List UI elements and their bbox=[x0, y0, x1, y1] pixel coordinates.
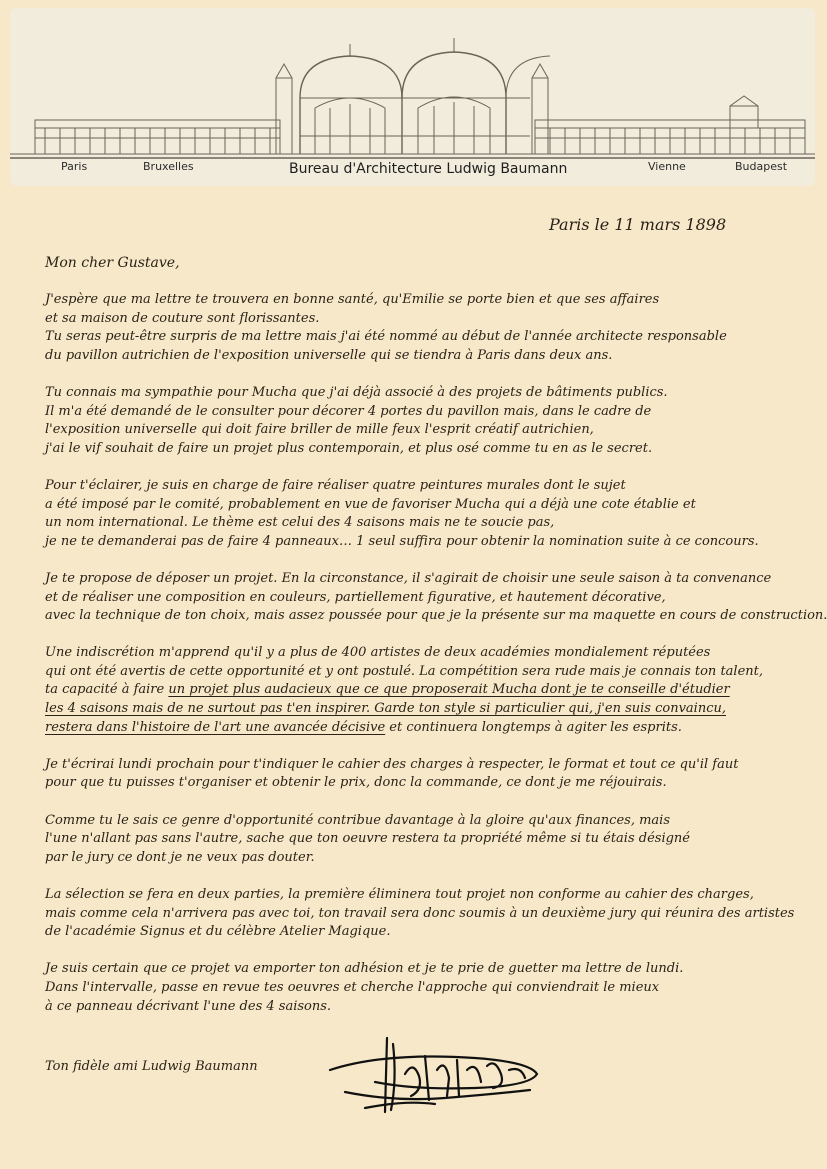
line-text: Je t'écrirai lundi prochain pour t'indiquer le cahier des charges à respecter, le format et tout ce qu'il faut bbox=[45, 756, 739, 772]
letter-line bbox=[45, 700, 825, 719]
letter-line bbox=[45, 607, 825, 626]
line-text: Tu connais ma sympathie pour Mucha que j'ai déjà associé à des projets de bâtiments publics. bbox=[45, 384, 668, 400]
line-text: l'exposition universelle qui doit faire briller de mille feux l'esprit créatif autrichien, bbox=[45, 422, 594, 438]
letter-line bbox=[45, 812, 825, 831]
letter-line bbox=[45, 774, 825, 793]
city-label-vienne: Vienne bbox=[648, 160, 686, 173]
letter-line bbox=[45, 905, 825, 924]
line-text: avec la technique de ton choix, mais assez poussée pour que je la présente sur ma maquette en cours de construction. bbox=[45, 608, 827, 624]
line-text: J'espère que ma lettre te trouvera en bonne santé, qu'Emilie se porte bien et que ses affaires bbox=[45, 292, 660, 307]
line-text: par le jury ce dont je ne veux pas douter. bbox=[45, 849, 315, 865]
letter-line bbox=[45, 886, 825, 905]
line-text: La sélection se fera en deux parties, la première éliminera tout projet non conforme au cahier des charges, bbox=[45, 887, 754, 902]
letter-date: Paris le 11 mars 1898 bbox=[549, 215, 727, 234]
line-text: Je suis certain que ce projet va emporter ton adhésion et je te prie de guetter ma lettre de lundi. bbox=[45, 961, 684, 977]
pavilion-sketch bbox=[10, 8, 815, 186]
line-text: j'ai le vif souhait de faire un projet plus contemporain, et plus osé comme tu en as le secret. bbox=[45, 440, 653, 456]
letter-paragraph bbox=[45, 291, 825, 365]
letter-line bbox=[45, 328, 825, 347]
line-text: un nom international. Le thème est celui des 4 saisons mais ne te soucie pas, bbox=[45, 515, 555, 531]
city-label-bruxelles: Bruxelles bbox=[143, 160, 194, 173]
letter-line bbox=[45, 291, 825, 310]
underlined-text: restera dans l'histoire de l'art une avancée décisive bbox=[45, 719, 386, 735]
line-text: mais comme cela n'arrivera pas avec toi, ton travail sera donc soumis à un deuxième jury qui réunira des artistes bbox=[45, 905, 795, 921]
line-text: et sa maison de couture sont florissantes. bbox=[45, 310, 320, 326]
underlined-text: un projet plus audacieux que ce que proposerait Mucha dont je te conseille d'étudier bbox=[168, 682, 730, 698]
line-text: Comme tu le sais ce genre d'opportunité contribue davantage à la gloire qu'aux finances, mais bbox=[45, 812, 670, 828]
city-label-paris: Paris bbox=[61, 160, 88, 173]
letter-line bbox=[45, 681, 825, 700]
line-text: pour que tu puisses t'organiser et obtenir le prix, donc la commande, ce dont je me réjouirais. bbox=[45, 775, 667, 791]
line-text: Il m'a été demandé de le consulter pour décorer 4 portes du pavillon mais, dans le cadre de bbox=[45, 403, 652, 419]
letter-line bbox=[45, 570, 825, 589]
letter-paragraph bbox=[45, 886, 825, 942]
letter-line bbox=[45, 421, 825, 440]
letterhead bbox=[10, 8, 815, 186]
line-text: a été imposé par le comité, probablement en vue de favoriser Mucha qui a déjà une cote établie et bbox=[45, 496, 696, 512]
letter-line bbox=[45, 979, 825, 998]
letter-line bbox=[45, 589, 825, 608]
line-text: de l'académie Signus et du célèbre Atelier Magique. bbox=[45, 924, 391, 940]
letter-line bbox=[45, 477, 825, 496]
letter-line bbox=[45, 440, 825, 459]
letter-body bbox=[45, 291, 825, 1035]
letter-line bbox=[45, 514, 825, 533]
letter-paragraph bbox=[45, 477, 825, 551]
letter-line bbox=[45, 756, 825, 775]
letter-salutation: Mon cher Gustave, bbox=[45, 255, 180, 271]
letter-paragraph bbox=[45, 644, 825, 737]
underlined-text: les 4 saisons mais de ne surtout pas t'en inspirer. Garde ton style si particulier qui, j'en suis convaincu, bbox=[45, 701, 726, 717]
line-text: Je te propose de déposer un projet. En la circonstance, il s'agirait de choisir une seule saison à ta convenance bbox=[45, 570, 772, 586]
line-text-after: et continuera longtemps à agiter les esprits. bbox=[385, 719, 682, 735]
letter-line bbox=[45, 960, 825, 979]
line-text: Une indiscrétion m'apprend qu'il y a plus de 400 artistes de deux académies mondialement réputées bbox=[45, 645, 711, 661]
line-text: Dans l'intervalle, passe en revue tes oeuvres et cherche l'approche qui conviendrait le mieux bbox=[45, 979, 660, 995]
letter-line bbox=[45, 849, 825, 868]
handwritten-signature bbox=[325, 1030, 555, 1124]
letter-line bbox=[45, 384, 825, 403]
letter-line bbox=[45, 310, 825, 329]
letter-closing: Ton fidèle ami Ludwig Baumann bbox=[45, 1059, 258, 1074]
letter-line bbox=[45, 644, 825, 663]
letter-paragraph bbox=[45, 960, 825, 1016]
letter-line bbox=[45, 403, 825, 422]
letter-line bbox=[45, 830, 825, 849]
letter-paragraph bbox=[45, 756, 825, 793]
letter-paragraph bbox=[45, 570, 825, 626]
letter-line bbox=[45, 923, 825, 942]
letter-line bbox=[45, 998, 825, 1017]
line-text: qui ont été avertis de cette opportunité et y ont postulé. La compétition sera rude mais je connais ton talent, bbox=[45, 663, 763, 679]
letter-paragraph bbox=[45, 384, 825, 458]
line-text: l'une n'allant pas sans l'autre, sache que ton oeuvre restera ta propriété même si tu étais désigné bbox=[45, 831, 690, 847]
letter-line bbox=[45, 347, 825, 366]
letter-line bbox=[45, 496, 825, 515]
letter-line bbox=[45, 719, 825, 738]
letter-paragraph bbox=[45, 812, 825, 868]
line-text: et de réaliser une composition en couleurs, partiellement figurative, et hautement décorative, bbox=[45, 589, 666, 605]
line-text: à ce panneau décrivant l'une des 4 saisons. bbox=[45, 998, 332, 1014]
line-text: Tu seras peut-être surpris de ma lettre mais j'ai été nommé au début de l'année architecte responsable bbox=[45, 329, 727, 345]
line-text: du pavillon autrichien de l'exposition universelle qui se tiendra à Paris dans deux ans. bbox=[45, 347, 613, 363]
line-text: ta capacité à faire bbox=[45, 682, 169, 698]
letter-line bbox=[45, 533, 825, 552]
firm-name: Bureau d'Architecture Ludwig Baumann bbox=[289, 161, 568, 177]
line-text: Pour t'éclairer, je suis en charge de faire réaliser quatre peintures murales dont le sujet bbox=[45, 477, 626, 493]
line-text: je ne te demanderai pas de faire 4 panneaux… 1 seul suffira pour obtenir la nomination suite à ce concours. bbox=[45, 533, 759, 549]
city-label-budapest: Budapest bbox=[735, 160, 788, 173]
letter-line bbox=[45, 663, 825, 682]
